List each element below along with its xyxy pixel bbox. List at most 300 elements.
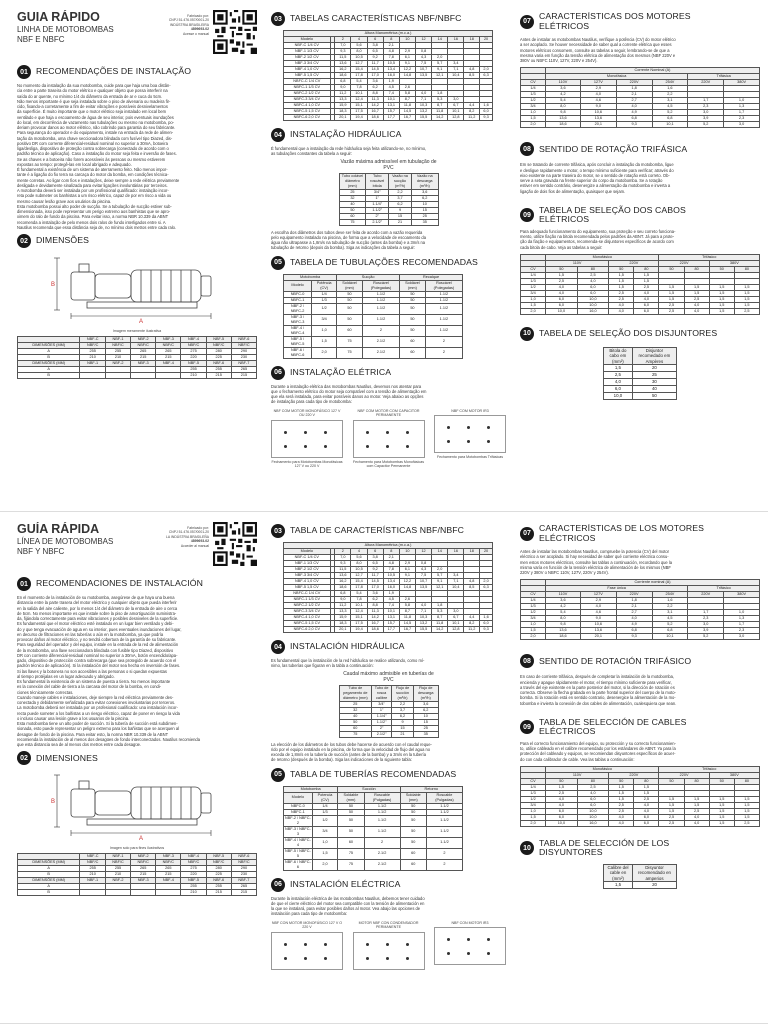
- table-cell: 2,1: [383, 555, 399, 561]
- section-title: DIMENSIONES: [36, 752, 98, 763]
- table-cell: 11,7: [367, 573, 383, 579]
- table-cell: 2,0: [480, 67, 493, 73]
- table-cell: 12,7: [351, 573, 367, 579]
- table-cell: 11,2: [464, 115, 480, 121]
- table-cell: 2.1/2": [372, 731, 392, 737]
- table-cell: 1,7: [688, 98, 724, 104]
- section-number: 07: [520, 527, 534, 541]
- table-cell: [156, 372, 181, 378]
- column-2: [271, 12, 506, 512]
- terminal-dot: [487, 938, 490, 941]
- qr-code[interactable]: [213, 10, 257, 54]
- text-line: Antes de instalar as motobombas Nautilus, verifique a potência (CV) do motor elétrico: [520, 37, 676, 42]
- table-cell: 3,4: [448, 61, 464, 67]
- text-line: a través del eje existente en la parte posterior del motor, si la dirección de rotación es: [520, 684, 675, 690]
- table-cell: NBFC-1: [284, 809, 313, 815]
- table-cell: 4,9: [616, 622, 652, 628]
- paragraph: [271, 896, 506, 917]
- table-header-cell: 254V: [652, 80, 688, 86]
- table-cell: 6,2: [389, 201, 412, 207]
- section-number: 03: [271, 12, 285, 26]
- table-cell: 6,7: [448, 103, 464, 109]
- table-row: [521, 308, 760, 314]
- text-line: Para seguridad del operador y del equipo, instale en la entrada de la red de alimentación: [17, 642, 179, 648]
- table-cell: 1,5: [709, 296, 734, 302]
- table-cell: 3,6: [413, 701, 438, 707]
- table-header-cell: 8: [383, 549, 399, 555]
- table-cell: 1.1/2: [425, 291, 462, 297]
- table-header-cell: Tubo colável diâmetro (mm): [339, 173, 366, 189]
- table-cell: 6,0: [480, 621, 493, 627]
- table-cell: 4,5: [383, 597, 399, 603]
- table-cell: 7,1: [448, 579, 464, 585]
- table-header-cell: 50: [709, 266, 734, 272]
- table-cell: 2,0: [521, 308, 546, 314]
- table-cell: B: [18, 354, 80, 360]
- text-line: sionada, esto puede representar un peligro extremo para los bañistas que se acerquen al: [17, 726, 180, 732]
- table-cell: 1,5: [604, 881, 633, 888]
- table-cell: 1,0: [724, 98, 760, 104]
- table-cell: 2,9: [399, 561, 415, 567]
- table-row: [521, 820, 760, 826]
- wiring-schematic: [434, 927, 506, 965]
- table-cell: 10,0: [546, 308, 578, 314]
- section-number: 08: [520, 654, 534, 668]
- table-cell: 1,8: [616, 598, 652, 604]
- diagram-title: NBF CON MOTOR IR3: [451, 920, 489, 925]
- table-cell: 60: [337, 325, 363, 336]
- text-line: Es fundamental que la instalación de la red hidráulica se realice utilizando, como mí-: [271, 658, 425, 663]
- table-header-cell: NBF-6: [206, 360, 231, 366]
- table-cell: NBF-C 1/4 CV: [284, 555, 331, 561]
- table-header-cell: DIMENSÕES (MM): [18, 342, 80, 348]
- table-cell: NBF-6 / NBFC-6: [285, 859, 311, 869]
- table-cell: 265: [131, 348, 156, 354]
- table-cell: 2,5: [684, 808, 709, 814]
- table-cell: 3/4: [521, 802, 546, 808]
- table-cell: NBF-4 / NBFC-4: [285, 837, 311, 847]
- terminal-dot: [447, 938, 450, 941]
- table-header-cell: 220V: [659, 772, 709, 778]
- table-header-cell: 18: [464, 37, 480, 43]
- table-header-cell: NBF-4: [156, 360, 181, 366]
- table-cell: 8,0: [351, 49, 367, 55]
- table-cell: 280: [206, 865, 231, 871]
- table-cell: 1/4: [521, 598, 546, 604]
- table-cell: 13,6: [335, 573, 351, 579]
- table-cell: 14,5: [399, 621, 415, 627]
- table-row: [339, 731, 438, 737]
- table-header-cell: 6: [367, 37, 383, 43]
- pump-dimension-drawing: [17, 252, 257, 324]
- table-cell: 15,5: [415, 627, 431, 633]
- table-cell: 7,8: [351, 85, 367, 91]
- table-cell: 3,1: [652, 610, 688, 616]
- table-cell: 14,8: [399, 73, 415, 79]
- table-cell: 2,5: [609, 802, 634, 808]
- table-header-cell: NBF-1: [80, 360, 106, 366]
- column-1: [17, 522, 257, 1024]
- table-row: [284, 347, 463, 358]
- text-line: que esta distancia sea de al menos dos metros entre cada desagüe.: [17, 742, 142, 747]
- dim-label-a: A: [139, 319, 144, 324]
- table-cell: 2: [362, 325, 399, 336]
- table-cell: 4,8: [383, 561, 399, 567]
- paragraph: [520, 549, 760, 575]
- table-cell: 4,0: [415, 603, 431, 609]
- table-cell: 7,1: [415, 97, 431, 103]
- table-cell: 6,0: [480, 109, 493, 115]
- section-title: DIMENSÕES: [36, 235, 90, 246]
- table-cell: NBFC-C 1/4 CV: [284, 591, 331, 597]
- table-cell: 1,5: [709, 284, 734, 290]
- table-cell: 7,4: [383, 603, 399, 609]
- text-line: Esta motobomba tiene un alto poder de succión. Si la tubería de succión está subdimen-: [17, 721, 178, 726]
- table-cell: 1.1/4": [366, 201, 389, 207]
- table-cell: 2,2: [652, 604, 688, 610]
- table-cell: 4,6: [580, 610, 616, 616]
- table-header-cell: CV: [521, 592, 546, 598]
- table-cell: 290: [231, 865, 256, 871]
- table-cell: 13,4: [383, 67, 399, 73]
- section-number: 08: [520, 142, 534, 156]
- text-line: motores elétricos consomem, consulte as tabelas a seguir, lembrando-se de que a: [520, 47, 670, 53]
- text-line: La elección de los diámetros de los tubos debe hacerse de acuerdo con el caudal reque-: [271, 741, 432, 747]
- table-cell: 18,6: [367, 627, 383, 633]
- table-header-cell: 50: [659, 778, 684, 784]
- table-header-cell: 220V: [609, 772, 659, 778]
- table-cell: 9,3: [335, 49, 351, 55]
- table-header-cell: 220V: [616, 592, 652, 598]
- pipes-table: [283, 274, 463, 359]
- table-cell: 3,0: [448, 97, 464, 103]
- text-line: de retorno (después de la bomba). Siga las indicaciones de la siguiente tabla:: [271, 757, 412, 763]
- table-cell: 11,7: [367, 61, 383, 67]
- table-cell: 6,3: [480, 585, 493, 591]
- table-cell: 2.1/2: [362, 347, 399, 358]
- table-cell: 5,4: [351, 79, 367, 85]
- table-cell: 1,5: [312, 336, 337, 347]
- section-number: 06: [271, 878, 285, 892]
- table-cell: 3,6: [545, 86, 580, 92]
- table-cell: 1.1/2: [425, 314, 462, 325]
- table-cell: 1.1/2: [425, 297, 462, 303]
- wiring-diagram: [271, 921, 343, 972]
- table-cell: 13,1: [383, 103, 399, 109]
- table-cell: 1,5: [659, 296, 684, 302]
- table-cell: 16,7: [399, 627, 415, 633]
- text-line: instalación para cada tipo de motobomba:: [271, 911, 348, 917]
- table-header-cell: Potencia (CV): [312, 792, 337, 803]
- table-cell: NBF-5 / NBFC-5: [284, 336, 312, 347]
- table-row: [18, 360, 257, 366]
- table-title: Caudal máximo admisible en tuberías de PVC: [343, 670, 434, 683]
- table-cell: 2: [425, 347, 462, 358]
- table-header-cell: NBF-6: [231, 853, 256, 859]
- text-line: Durante a instalação elétrica das motobombas Nautilus, devemos nos atentar para: [271, 383, 422, 389]
- table-cell: 8,5: [464, 73, 480, 79]
- table-header-cell: 8: [383, 37, 399, 43]
- table-cell: 20: [633, 881, 677, 888]
- section-header: [17, 234, 257, 248]
- text-line: do y que tenga evacuación de agua en su interior, pues eventuales inundaciones del lugar,: [17, 626, 182, 632]
- table-cell: 2,5: [634, 284, 659, 290]
- table-cell: NBFC-5 1,5 CV: [284, 109, 331, 115]
- table-cell: 15,1: [351, 103, 367, 109]
- table-cell: 1.1/2: [426, 826, 462, 837]
- table-cell: 215: [131, 354, 156, 360]
- table-cell: 1,5: [734, 284, 759, 290]
- table-cell: 2,0: [312, 347, 337, 358]
- terminal-dot: [284, 445, 287, 448]
- text-line: distancia entre la parte trasera del motor eléctrico y cualquier objeto que pueda interferir: [17, 600, 177, 606]
- table-header-cell: NBF/C: [156, 342, 181, 348]
- text-line: en la salida del aire caliente, por lo menos 1/4 del diámetro de la entrada de aire o cerca: [17, 605, 178, 611]
- table-header-cell: NBF-5: [181, 360, 206, 366]
- text-line: to, utilice cableado en el calibre recomendado por los estándares de ABNT. Ya para la: [520, 746, 676, 751]
- terminal-dot: [406, 445, 409, 448]
- diagram-caption: Fechamento para Motobombas Trifásicas: [436, 455, 504, 459]
- table-cell: 4,0: [684, 302, 709, 308]
- table-cell: 1,5: [659, 802, 684, 808]
- table-cell: 3,0: [688, 622, 724, 628]
- table-header-cell: 110V: [545, 592, 580, 598]
- section-header: [520, 206, 760, 225]
- table-cell: 4,0: [609, 302, 634, 308]
- text-line: ciones técnicamente correctas.: [17, 689, 74, 695]
- table-cell: 1,9: [383, 79, 399, 85]
- table-header-cell: 80: [734, 266, 759, 272]
- terminal-dot: [324, 445, 327, 448]
- section-number: 07: [520, 15, 534, 29]
- table-cell: 5,4: [545, 610, 580, 616]
- table-cell: NBF-5 1,5 CV: [284, 585, 331, 591]
- table-cell: 1,3: [724, 104, 760, 110]
- table-cell: 5,4: [351, 591, 367, 597]
- table-cell: 3,1: [652, 98, 688, 104]
- table-header-cell: NBF-2: [105, 360, 130, 366]
- table-header-cell: Modelo: [284, 549, 331, 555]
- table-cell: 12,4: [351, 97, 367, 103]
- text-line: ventilado e que haja o escoamento de água de seu interior, pois eventuais inundações: [17, 114, 174, 120]
- table-cell: 1,7: [724, 110, 760, 116]
- table-header-cell: 18: [464, 549, 480, 555]
- table-cell: 275: [181, 865, 206, 871]
- table-cell: 1,5: [521, 628, 546, 634]
- table-cell: 1,5: [521, 814, 546, 820]
- section-title: TABLA DE SELECCIÓN DE CABLES ELÉCTRICOS: [539, 716, 687, 737]
- table-cell: 2,5: [659, 820, 684, 826]
- table-cell: 25: [339, 189, 366, 195]
- text-line: Se as chaves e a botoeira não forem acessíveis às pessoas ou mesmo estiverem: [17, 156, 166, 162]
- table-cell: 2,5: [659, 814, 684, 820]
- section-header: [520, 142, 760, 156]
- dim-label-b: B: [51, 282, 56, 288]
- breakers-table: [603, 347, 677, 400]
- text-line: provocar daños al motor eléctrico, y no tendrá cobertura de la garantía de su fabricante.: [17, 637, 177, 642]
- table-cell: 7,5: [415, 573, 431, 579]
- table-cell: 2,9: [399, 49, 415, 55]
- table-cell: 1.1/2: [362, 303, 399, 314]
- table-cell: 8,8: [367, 91, 383, 97]
- table-cell: 15,4: [351, 67, 367, 73]
- qr-code[interactable]: [213, 522, 257, 566]
- section-title: CARACTERÍSTICAS DE LOS MOTORES ELÉCTRICOS: [539, 524, 705, 543]
- table-cell: 3,0: [688, 110, 724, 116]
- table-cell: 1.1/2: [426, 815, 462, 826]
- diagram-title: NBF COM MOTOR IR3: [451, 408, 489, 413]
- doc-title: GUIA RÁPIDO: [17, 10, 100, 24]
- table-cell: 1.1/2: [362, 297, 399, 303]
- table-header-cell: Sucção: [337, 274, 400, 280]
- table-cell: 7,8: [383, 567, 399, 573]
- table-cell: 1,7: [724, 622, 760, 628]
- column-3: [520, 524, 760, 1024]
- table-cell: 50: [339, 207, 366, 213]
- table-cell: NBFC-0: [284, 291, 312, 297]
- section-title: TABLA DE TUBERÍAS RECOMENDADAS: [290, 768, 457, 779]
- table-cell: 10,6: [580, 622, 616, 628]
- table-cell: 4,5: [383, 85, 399, 91]
- table-cell: 6,0: [577, 284, 609, 290]
- text-line: estiver em sentido contrário, desenergize a alimentação da motobomba e inverta a: [520, 183, 671, 189]
- table-cell: 15: [411, 207, 438, 213]
- table-cell: 10,4: [448, 585, 464, 591]
- table-cell: 20,1: [335, 627, 351, 633]
- table-cell: 1,0: [312, 837, 337, 848]
- table-header-cell: 16: [448, 549, 464, 555]
- table-header-cell: Trifásico: [659, 766, 760, 772]
- table-cell: 230: [231, 871, 256, 877]
- table-cell: 12,1: [432, 585, 448, 591]
- table-row: [604, 347, 677, 364]
- table-row: [339, 219, 438, 225]
- table-cell: 4,0: [634, 808, 659, 814]
- table-header-cell: Corriente nominal (A): [545, 580, 759, 586]
- section-title: INSTALACIÓN ELÉCTRICA: [290, 878, 401, 889]
- terminal-dot: [324, 943, 327, 946]
- table-cell: 4,6: [580, 98, 616, 104]
- text-line: de la motobomba, una llave seccionadora blindada con fusible tipo Diazed, dispositivo: [17, 647, 174, 653]
- table-cell: 8,7: [399, 609, 415, 615]
- table-cell: 3,0: [724, 634, 760, 640]
- text-line: En el momento de la instalación de su motobomba, asegúrese de que haya una buena: [17, 595, 175, 600]
- table-header-cell: 220V: [616, 80, 652, 86]
- table-cell: 2,1: [616, 604, 652, 610]
- table-cell: 215: [131, 871, 156, 877]
- table-cell: 25: [632, 371, 676, 378]
- table-header-cell: NBF-C: [80, 336, 106, 342]
- table-cell: 2,2: [389, 189, 412, 195]
- table-cell: A: [18, 348, 80, 354]
- paragraph: [271, 742, 506, 763]
- section-title: TABLA DE CARACTERÍSTICAS NBF/NBFC: [290, 525, 465, 536]
- terminal-dot: [304, 957, 307, 960]
- table-row: [604, 864, 677, 881]
- text-line: liga/desliga, dispositivo de proteção contra sobrecarga (conectado de acordo com o: [17, 146, 169, 151]
- text-line: deriam provocar danos ao motor elétrico, não cobrindo para garantia do seu fabricante.: [17, 125, 176, 130]
- table-cell: 225: [206, 871, 231, 877]
- table-cell: 1.1/2: [426, 837, 462, 848]
- table-cell: NBFC-3 3/4 CV: [284, 97, 331, 103]
- table-cell: NBF-4 1,0 CV: [284, 579, 331, 585]
- table-cell: 10,4: [448, 73, 464, 79]
- table-cell: 1": [366, 195, 389, 201]
- table-header-cell: Monofásico: [546, 254, 659, 260]
- table-cell: 2.1/2: [362, 336, 399, 347]
- table-cell: 50: [632, 392, 676, 399]
- text-line: Em se tratando de corrente trifásica, após concluir a instalação da motobomba, ligue: [520, 162, 674, 168]
- table-cell: 16,2: [335, 67, 351, 73]
- table-cell: 4,0: [616, 104, 652, 110]
- table-cell: 1.1/2": [372, 719, 392, 725]
- table-cell: 15: [389, 213, 412, 219]
- table-cell: 2,7: [616, 98, 652, 104]
- pub-line: Fabricado por:: [187, 526, 209, 530]
- table-cell: 12,2: [399, 67, 415, 73]
- text-line: cido, fixando-a corretamente a fim de evitar vibrações e possíveis desnivelamentos: [17, 104, 168, 109]
- table-cell: 17,7: [383, 627, 399, 633]
- table-cell: 2,2: [392, 701, 414, 707]
- table-cell: 16,7: [367, 621, 383, 627]
- table-cell: 17,8: [351, 73, 367, 79]
- table-cell: 4,8: [464, 579, 480, 585]
- table-cell: 215: [231, 889, 256, 895]
- table-cell: 25: [411, 213, 438, 219]
- table-cell: 6,0: [577, 796, 609, 802]
- table-cell: 15,5: [415, 115, 431, 121]
- table-header-cell: NBF-4: [181, 336, 206, 342]
- text-line: en decurso de filtraciones en las tuberías o aún en la motobomba, ya que podría: [17, 631, 164, 637]
- table-cell: 1,5: [634, 790, 659, 796]
- table-cell: 4,0: [634, 290, 659, 296]
- table-cell: 2,3: [724, 116, 760, 122]
- terminal-dot: [467, 952, 470, 955]
- table-cell: 3/4: [521, 104, 546, 110]
- table-cell: 9,8: [545, 110, 580, 116]
- table-cell: 225: [206, 354, 231, 360]
- table-cell: 11,8: [399, 103, 415, 109]
- table-cell: 1,0: [724, 610, 760, 616]
- paragraph: [17, 595, 257, 747]
- table-cell: 2,0: [480, 579, 493, 585]
- table-header-cell: 16: [448, 37, 464, 43]
- table-cell: 1/4: [521, 272, 546, 278]
- table-cell: 9,1: [399, 61, 415, 67]
- table-cell: 1,8: [432, 91, 448, 97]
- image-caption: Imagen solo para fines ilustrativos: [109, 846, 165, 851]
- section-title: SENTIDO DE ROTACIÓN TRIFÁSICO: [539, 655, 692, 666]
- table-header-cell: Vazão na descarga (m³/h): [411, 173, 438, 189]
- table-cell: 14,2: [367, 615, 383, 621]
- table-cell: 1,5: [521, 116, 546, 122]
- table-cell: 1/3: [521, 278, 546, 284]
- table-cell: 2.1/2: [364, 859, 400, 870]
- table-cell: 3/4": [372, 701, 392, 707]
- table-cell: 1,5: [312, 848, 337, 859]
- table-cell: 2,5: [734, 820, 759, 826]
- table-header-cell: 50: [609, 266, 634, 272]
- section-title: RECOMENDACIONES DE INSTALACIÓN: [36, 578, 203, 589]
- table-cell: 5,3: [432, 97, 448, 103]
- table-cell: 18,6: [335, 585, 351, 591]
- text-line: ligação de dois fios de alimentação, quaisquer que sejam.: [520, 188, 626, 194]
- text-line: a ser acoplado. Se houver necessidade de saber qual a corrente elétrica que esses: [520, 42, 672, 48]
- table-cell: B: [18, 372, 80, 378]
- table-cell: 2,5: [609, 808, 634, 814]
- text-line: serve a seta gravada na frente superior do corpo da motobomba. Se a rotação: [520, 178, 663, 183]
- table-cell: 2,0: [521, 122, 546, 128]
